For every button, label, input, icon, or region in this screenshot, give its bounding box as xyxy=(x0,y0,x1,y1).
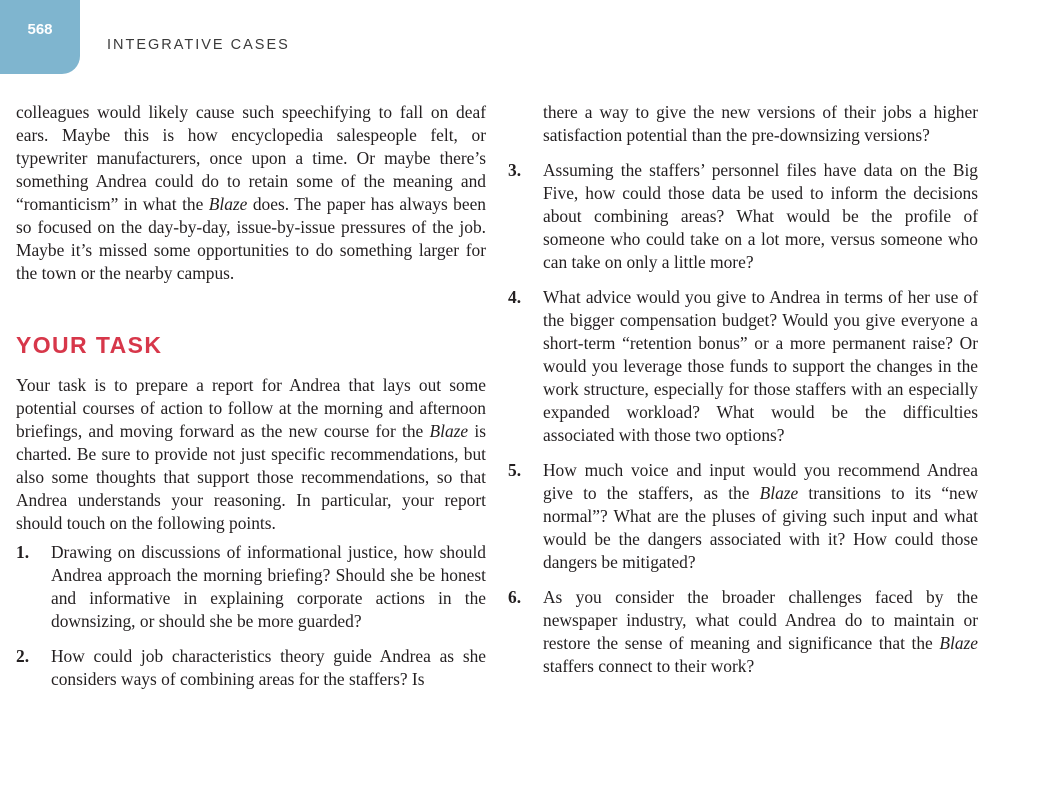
question-number: 5. xyxy=(508,460,522,480)
question-text: Assuming the staffers’ personnel files have data on the Big Five, how could those data be used to inform the decisions about combining areas? What would be the profile of someone who could take on a lot more, versus someone who can take on only a little more? xyxy=(543,160,978,272)
question-item xyxy=(508,286,978,447)
question-item xyxy=(16,645,486,691)
question-item xyxy=(16,541,486,633)
question-text: How could job characteristics theory guide Andrea as she considers ways of combining areas for the staffers? Is xyxy=(51,646,486,689)
task-paragraph: Your task is to prepare a report for Andrea that lays out some potential courses of action to follow at the morning and afternoon briefings, and moving forward as the new course for the Blaze is charted. Be sure to provide not just specific recommendations, but also some thoughts that support those recommendations, so that Andrea understands your reasoning. In particular, your report should touch on the following points. xyxy=(16,375,486,533)
question-list-left xyxy=(16,541,486,691)
question-number: 3. xyxy=(508,160,522,180)
page-number: 568 xyxy=(27,20,53,38)
right-column xyxy=(508,101,978,678)
publication-name: Blaze xyxy=(759,483,799,503)
question-number: 2. xyxy=(16,646,30,666)
question-number: 6. xyxy=(508,587,522,607)
section-heading: YOUR TASK xyxy=(16,332,163,358)
publication-name: Blaze xyxy=(939,633,978,653)
question-item xyxy=(508,159,978,274)
publication-name: Blaze xyxy=(429,421,469,441)
question-text: As you consider the broader challenges faced by the newspaper industry, what could Andrea do to maintain or restore the sense of meaning and significance that the Blaze staffers connect to their work? xyxy=(543,587,978,676)
page-number-tab xyxy=(0,0,80,74)
question-text: What advice would you give to Andrea in terms of her use of the bigger compensation budget? Would you give everyone a short-term “retention bonus” or a more permanent raise? Or would you leverage those funds to support the changes in the work structure, especially for those staffers with an especially expanded workload? What would be the difficulties associated with those two options? xyxy=(543,287,978,445)
question-text: there a way to give the new versions of their jobs a higher satisfaction potential than the pre-downsizing versions? xyxy=(543,102,978,145)
publication-name: Blaze xyxy=(208,194,248,214)
left-column xyxy=(16,101,486,691)
question-number: 4. xyxy=(508,287,522,307)
question-number: 1. xyxy=(16,542,30,562)
question-item xyxy=(508,586,978,678)
intro-paragraph: colleagues would likely cause such speechifying to fall on deaf ears. Maybe this is how encyclopedia salespeople felt, or typewriter manufacturers, once upon a time. Or maybe there’s something Andrea could do to retain some of the meaning and “romanticism” in what the Blaze does. The paper has always been so focused on the day-by-day, issue-by-issue pressures of the job. Maybe it’s missed some opportunities to do something larger for the town or the nearby campus. xyxy=(16,102,486,283)
running-head: INTEGRATIVE CASES xyxy=(107,37,290,53)
question-text: Drawing on discussions of informational justice, how should Andrea approach the morning briefing? Should she be honest and informative in explaining corporate actions in the downsizing, or should she be more guarded? xyxy=(51,542,486,631)
question-item xyxy=(508,459,978,574)
question-text: How much voice and input would you recommend Andrea give to the staffers, as the Blaze transitions to its “new normal”? What are the pluses of giving such input and what would be the dangers associated with it? How could those dangers be mitigated? xyxy=(543,460,979,572)
question-item-continued xyxy=(508,101,978,147)
